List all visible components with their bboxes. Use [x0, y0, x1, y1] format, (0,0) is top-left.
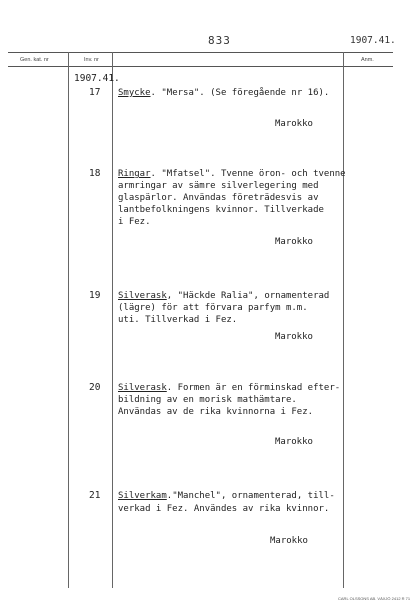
entry-description-line: Silverkam."Manchel", ornamenterad, till-	[118, 491, 335, 501]
entry-description-line: Smycke. "Mersa". (Se föregående nr 16).	[118, 88, 330, 98]
header-year-reference: 1907.41.	[350, 35, 396, 46]
entry-region: Marokko	[275, 332, 313, 342]
column-divider-anm	[343, 52, 344, 588]
entry-number: 17	[89, 87, 101, 98]
column-label-anm: Anm.	[361, 57, 374, 63]
entry-number: 20	[89, 382, 101, 393]
entry-description-line: armringar av sämre silverlegering med	[118, 181, 319, 191]
entry-description-line: i Fez.	[118, 217, 151, 227]
entry-region: Marokko	[275, 237, 313, 247]
entry-term: Silverask	[118, 383, 167, 393]
entry-description-line: Användas av de rika kvinnorna i Fez.	[118, 407, 314, 417]
column-label-inv-nr: Inv. nr	[84, 57, 99, 63]
column-label-gen-kat-nr: Gen. kat. nr	[20, 57, 49, 63]
entry-region: Marokko	[275, 437, 313, 447]
entry-number: 19	[89, 290, 101, 301]
printer-imprint: CARL OLSSONS AB. VÄXJÖ 2412 R 71	[338, 596, 410, 601]
entry-term: Smycke	[118, 88, 151, 98]
entry-description-line: (lägre) för att förvara parfym m.m.	[118, 303, 308, 313]
entry-description-line: glaspärlor. Användas företrädesvis av	[118, 193, 319, 203]
entry-description-line: Ringar. "Mfatsel". Tvenne öron- och tvenne	[118, 169, 346, 179]
entry-number: 18	[89, 168, 101, 179]
header-top-rule	[8, 52, 393, 53]
entry-description-line: lantbefolkningens kvinnor. Tillverkade	[118, 205, 324, 215]
entry-description-line: Silverask. Formen är en förminskad efter-	[118, 383, 341, 393]
entry-description-line: verkad i Fez. Användes av rika kvinnor.	[118, 504, 330, 514]
entry-region: Marokko	[270, 536, 308, 546]
entry-number: 21	[89, 490, 101, 501]
entry-term: Silverkam	[118, 491, 167, 501]
entry-description-line: bildning av en morisk mathämtare.	[118, 395, 297, 405]
column-divider-left	[68, 52, 69, 588]
column-divider-inv	[112, 52, 113, 588]
entry-description-line: Silverask, "Häckde Ralia", ornamenterad	[118, 291, 330, 301]
entry-term: Silverask	[118, 291, 167, 301]
page-number: 833	[208, 34, 231, 47]
inventory-year-label: 1907.41.	[74, 73, 120, 84]
entry-term: Ringar	[118, 169, 151, 179]
header-bottom-rule	[8, 66, 393, 67]
entry-region: Marokko	[275, 119, 313, 129]
entry-description-line: uti. Tillverkad i Fez.	[118, 315, 238, 325]
